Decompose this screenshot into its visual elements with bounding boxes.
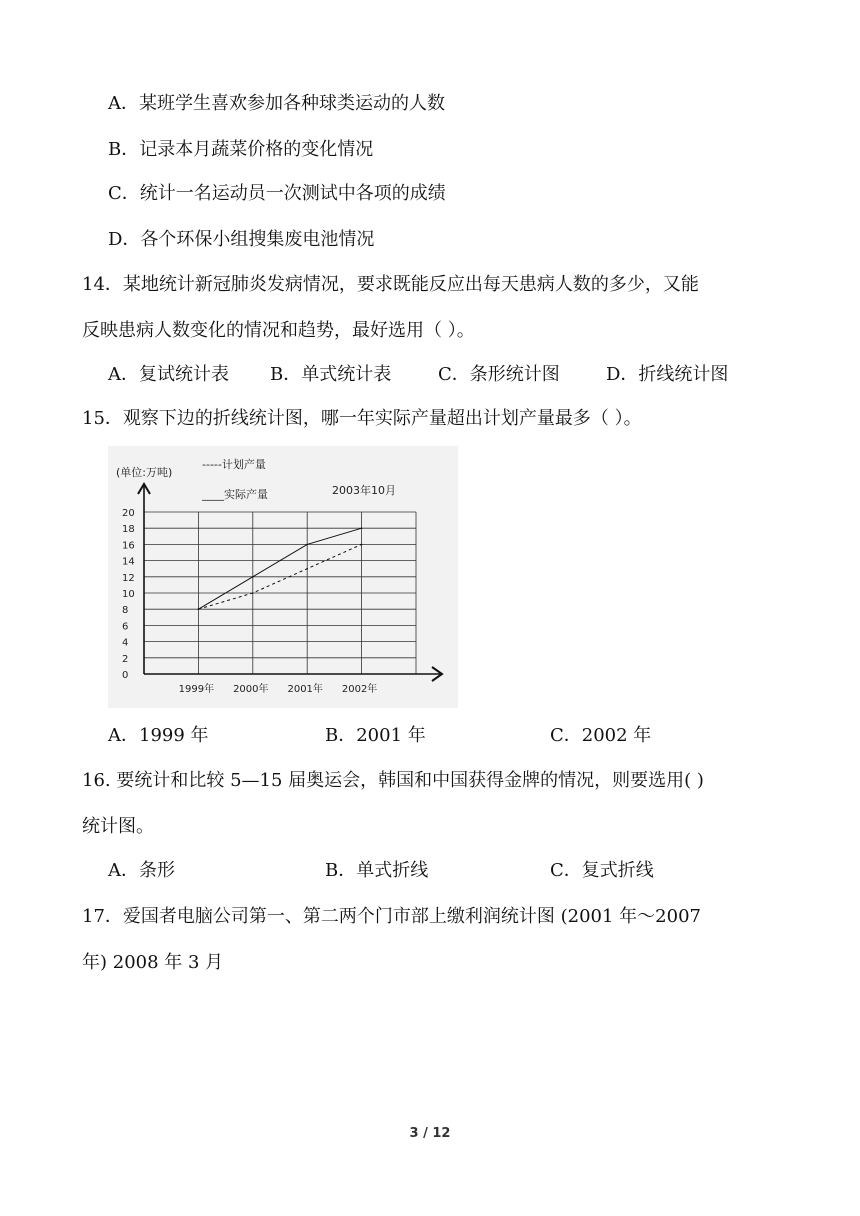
q16-option-c: C．复式折线 [550,860,654,881]
planned-output-point [306,568,308,570]
q16-option-a: A．条形 [108,860,175,881]
x-tick-label: 2002年 [341,684,378,695]
q14-option-d: D．折线统计图 [606,364,729,385]
chart-grid [144,512,416,674]
q14-option-b: B．单式统计表 [270,364,392,385]
y-tick-label: 18 [122,524,135,536]
y-tick-label: 10 [122,589,135,600]
page-number: 3 / 12 [409,1126,451,1141]
q17-question-line2: 年) 2008 年 3 月 [82,952,224,973]
x-tick-label: 2001年 [287,684,323,695]
chart-axes [138,484,442,681]
actual-output-point [306,544,308,546]
q15-question-line1: 15．观察下边的折线统计图，哪一年实际产量超出计划产量最多（ ）。 [82,408,642,429]
q13-option-c: C．统计一名运动员一次测试中各项的成绩 [108,183,446,204]
line-chart-svg [108,446,458,708]
y-tick-labels [122,508,135,681]
actual-output-line [198,528,361,609]
y-tick-label: 6 [122,621,129,633]
y-tick-label: 8 [122,605,129,617]
q13-option-d: D．各个环保小组搜集废电池情况 [108,229,375,250]
chart-series [198,527,363,610]
date-label: 2003年10月 [332,484,396,497]
y-tick-label: 4 [122,637,129,649]
x-tick-labels [179,682,378,695]
actual-output-point [252,576,254,578]
q14-option-a: A．复试统计表 [108,364,229,385]
line-chart [108,446,458,708]
q13-option-b: B．记录本月蔬菜价格的变化情况 [108,139,374,160]
x-tick-label: 1999年 [178,684,215,695]
q17-question-line1: 17．爱国者电脑公司第一、第二两个门市部上缴利润统计图 (2001 年～2007 [82,906,701,927]
actual-output-point [198,608,200,610]
legend-planned: -----计划产量 [202,458,266,471]
x-tick-label: 2000年 [233,684,269,695]
y-tick-label: 2 [122,653,129,665]
y-tick-label: 12 [122,572,135,584]
q14-option-c: C．条形统计图 [438,364,560,385]
y-tick-label: 14 [122,556,135,568]
q14-question-line2: 反映患病人数变化的情况和趋势，最好选用（ ）。 [82,320,475,341]
actual-output-point [361,527,363,529]
q16-question-line1: 16. 要统计和比较 5—15 届奥运会，韩国和中国获得金牌的情况，则要选用( ) [82,770,704,791]
y-tick-label: 20 [122,508,135,519]
q16-question-line2: 统计图。 [82,816,154,837]
legend-actual: ____实际产量 [202,488,268,501]
q15-option-c: C．2002 年 [550,725,652,746]
planned-output-point [252,592,254,594]
planned-output-point [361,544,363,546]
q16-option-b: B．单式折线 [325,860,429,881]
q14-question-line1: 14．某地统计新冠肺炎发病情况，要求既能反应出每天患病人数的多少，又能 [82,274,699,295]
q13-option-a: A．某班学生喜欢参加各种球类运动的人数 [108,93,445,114]
y-tick-label: 0 [122,670,129,681]
q15-option-a: A．1999 年 [108,725,209,746]
y-tick-label: 16 [122,540,135,552]
unit-label: (单位:万吨) [116,466,173,479]
q15-option-b: B．2001 年 [325,725,426,746]
